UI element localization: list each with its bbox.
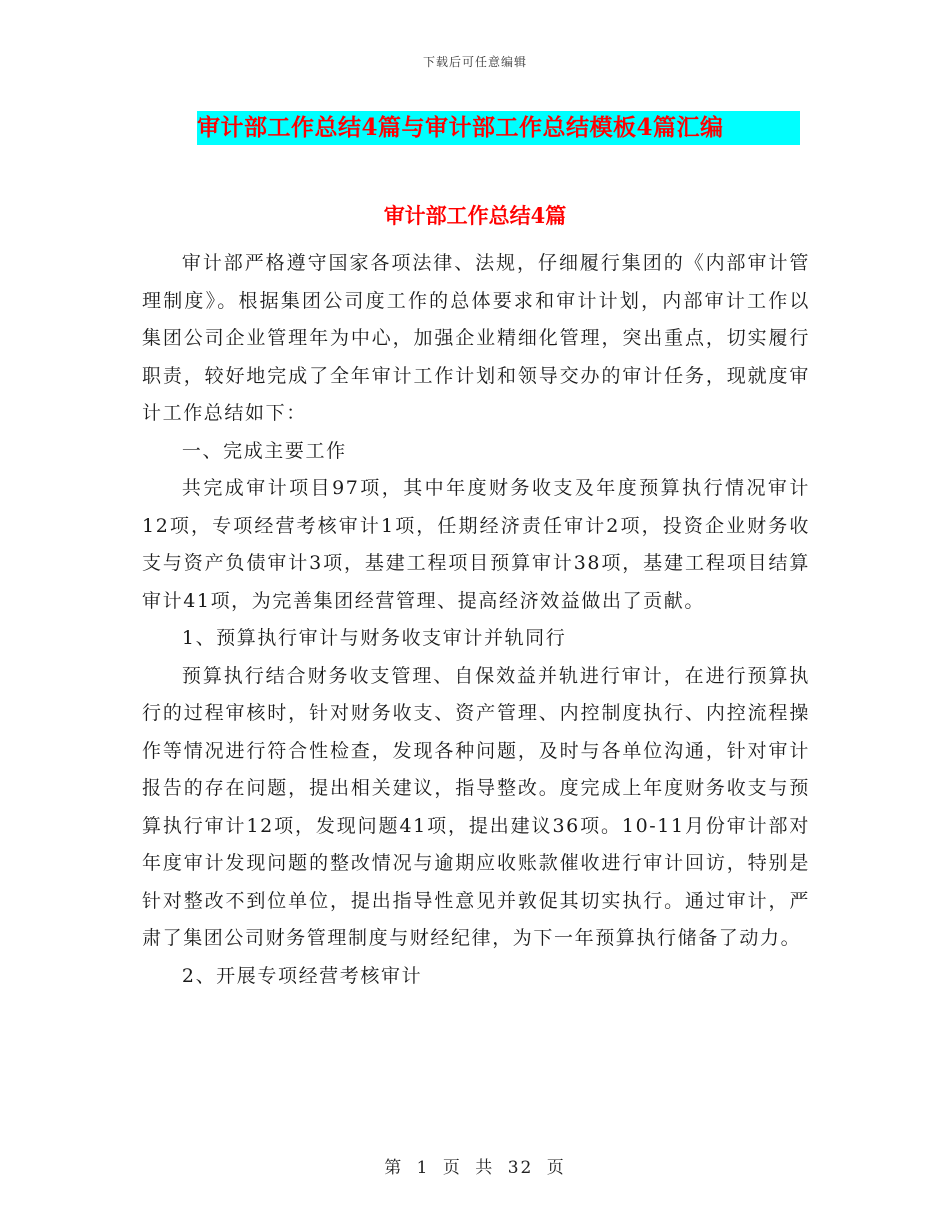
body-text	[142, 245, 810, 995]
header-note: 下载后可任意编辑	[422, 55, 527, 69]
section-title: 审计部工作总结4篇	[383, 203, 567, 228]
heading-special-audit: 2、开展专项经营考核审计	[181, 964, 423, 987]
document-title: 审计部工作总结4篇与审计部工作总结模板4篇汇编	[197, 114, 724, 141]
heading-main-work: 一、完成主要工作	[181, 439, 347, 462]
paragraph-intro: 审计部严格遵守国家各项法律、法规，仔细履行集团的《内部审计管理制度》。根据集团公司度工作的总体要求和审计计划，内部审计工作以集团公司企业管理年为中心，加强企业精细化管理，突出重点，切实履行职责，较好地完成了全年审计工作计划和领导交办的审计任务，现就度审计工作总结如下：	[142, 252, 810, 424]
document-title-highlight	[197, 111, 800, 145]
paragraph-budget-audit: 预算执行结合财务收支管理、自保效益并轨进行审计，在进行预算执行的过程审核时，针对财务收支、资产管理、内控制度执行、内控流程操作等情况进行符合性检查，发现各种问题，及时与各单位沟通，针对审计报告的存在问题，提出相关建议，指导整改。度完成上年度财务收支与预算执行审计12项，发现问题41项，提出建议36项。10-11月份审计部对年度审计发现问题的整改情况与逾期应收账款催收进行审计回访，特别是针对整改不到位单位，提出指导性意见并敦促其切实执行。通过审计，严肃了集团公司财务管理制度与财经纪律，为下一年预算执行储备了动力。	[142, 664, 810, 949]
paragraph-projects-summary: 共完成审计项目97项，其中年度财务收支及年度预算执行情况审计12项，专项经营考核审计1项，任期经济责任审计2项，投资企业财务收支与资产负债审计3项，基建工程项目预算审计38项，基建工程项目结算审计41项，为完善集团经营管理、提高经济效益做出了贡献。	[142, 477, 810, 612]
heading-budget-audit: 1、预算执行审计与财务收支审计并轨同行	[181, 627, 567, 649]
page-footer: 第 1 页 共 32 页	[384, 1158, 566, 1178]
